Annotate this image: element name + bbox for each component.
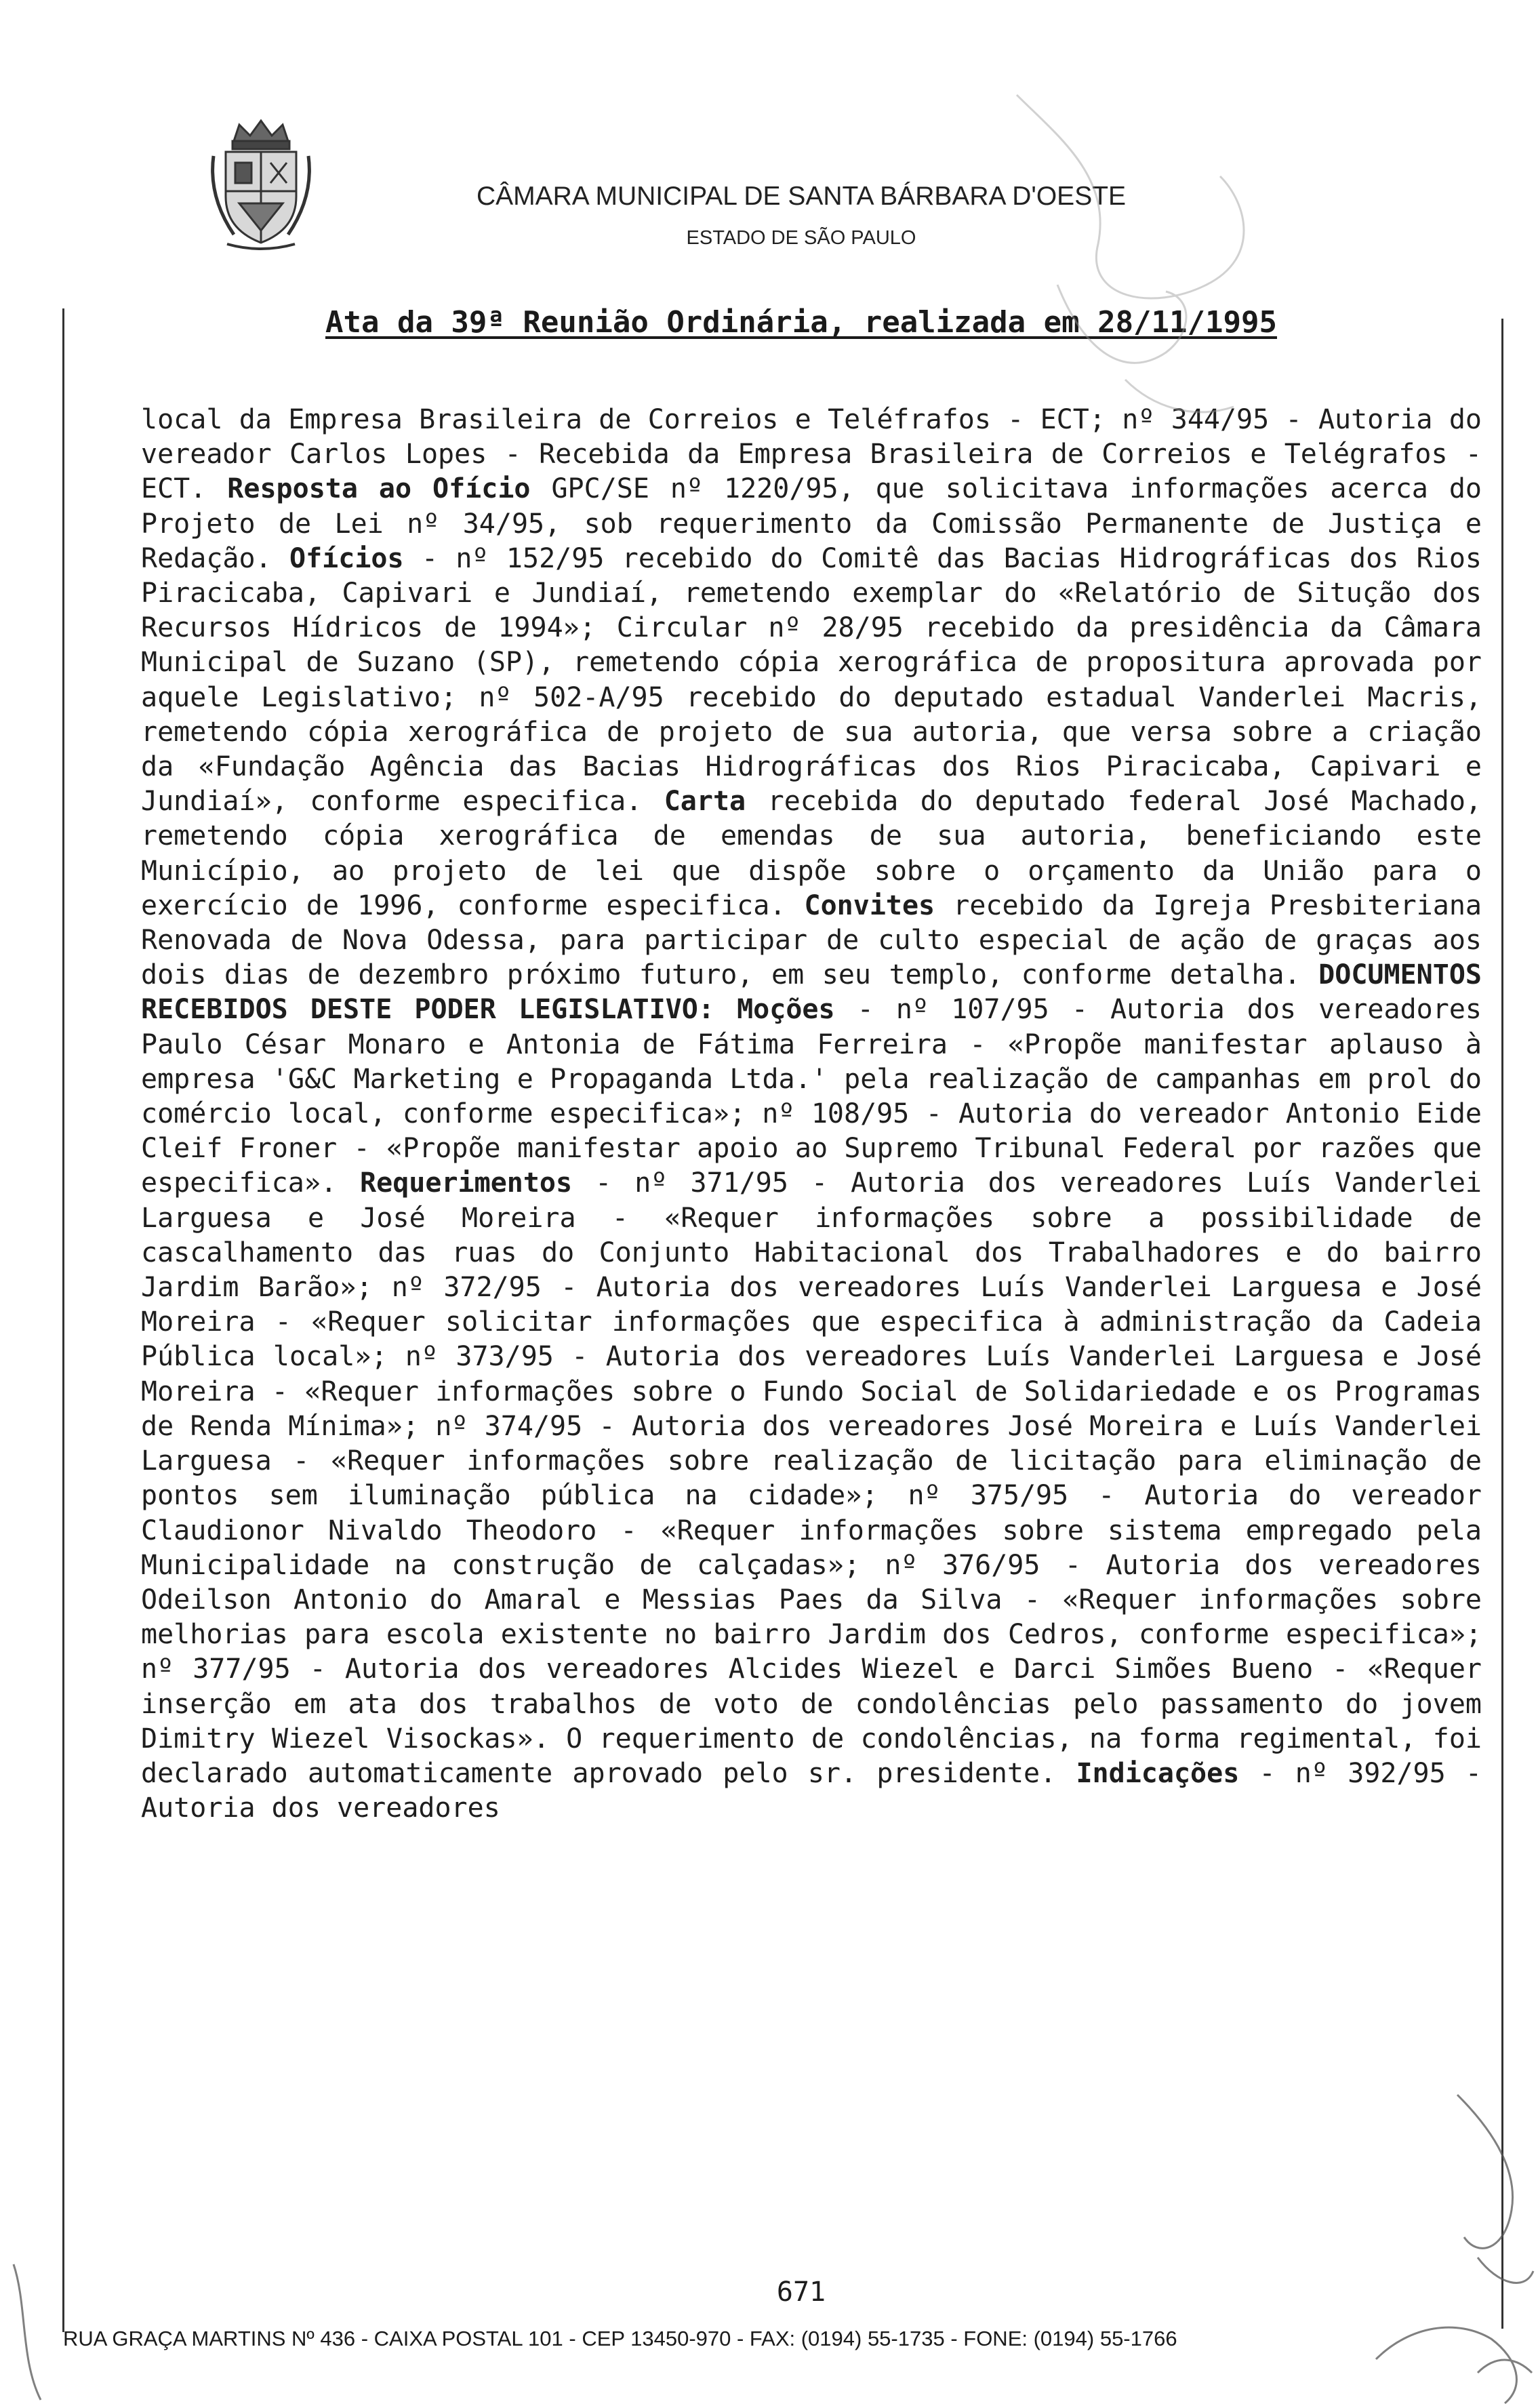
text-segment: GPC/SE nº 1220/95, que solicitava informações acerca do Projeto de Lei nº 34/95, sob requerimento da Comissão Permanente de Justiça e Redação. — [141, 473, 1482, 574]
heading-carta: Carta — [664, 786, 746, 818]
minutes-body-text — [141, 403, 1482, 1826]
text-segment: recebida do deputado federal José Machado, remetendo cópia xerográfica de emendas de sua autoria, beneficiando este Município, ao projeto de lei que dispõe sobre o orçamento da União para o exercício de 1996, conforme especifica. — [141, 786, 1482, 921]
text-segment: local da Empresa Brasileira de Correios e Teléfrafos - ECT; nº 344/95 - Autoria do vereador Carlos Lopes - Recebida da Empresa Brasileira de Correios e Telégrafos - ECT. — [141, 404, 1482, 505]
heading-indicacoes: Indicações — [1076, 1757, 1240, 1789]
heading-resposta-ao-oficio: Resposta ao Ofício — [227, 473, 531, 505]
heading-requerimentos: Requerimentos — [360, 1167, 573, 1199]
document-title: Ata da 39ª Reunião Ordinária, realizada em 28/11/1995 — [325, 305, 1277, 340]
text-segment: - nº 107/95 - Autoria dos vereadores Paulo César Monaro e Antonia de Fátima Ferreira - «Propõe manifestar aplauso à empresa 'G&C Marketing e Propaganda Ltda.' pela realização de campanhas em prol do comércio local, conforme especifica»; nº 108/95 - Autoria do vereador Antonio Eide Cleif Froner - «Propõe manifestar apoio ao Supremo Tribunal Federal por razões que especifica». — [141, 994, 1482, 1199]
institution-name: CÂMARA MUNICIPAL DE SANTA BÁRBARA D'OESTE — [476, 182, 1127, 211]
text-segment: - nº 371/95 - Autoria dos vereadores Luís Vanderlei Larguesa e José Moreira - «Requer informações sobre a possibilidade de cascalhamento das ruas do Conjunto Habitacional dos Trabalhadores e do bairro Jardim Barão»; nº 372/95 - Autoria dos vereadores Luís Vanderlei Larguesa e José Moreira - «Requer solicitar informações que especifica à administração da Cadeia Pública local»; nº 373/95 - Autoria dos vereadores Luís Vanderlei Larguesa e José Moreira - «Requer informações sobre o Fundo Social de Solidariedade e os Programas de Renda Mínima»; nº 374/95 - Autoria dos vereadores José Moreira e Luís Vanderlei Larguesa - «Requer informações sobre realização de licitação para eliminação de pontos sem iluminação pública na cidade»; nº 375/95 - Autoria do vereador Claudionor Nivaldo Theodoro - «Requer informações sobre sistema empregado pela Municipalidade na construção de calçadas»; nº 376/95 - Autoria dos vereadores Odeilson Antonio do Amaral e Messias Paes da Silva - «Requer informações sobre melhorias para escola existente no bairro Jardim dos Cedros, conforme especifica»; nº 377/95 - Autoria dos vereadores Alcides Wiezel e Darci Simões Bueno - «Requer inserção em ata dos trabalhos de voto de condolências pelo passamento do jovem Dimitry Wiezel Visockas». O requerimento de condolências, na forma regimental, foi declarado automaticamente aprovado pelo sr. presidente. — [141, 1167, 1482, 1789]
heading-oficios: Ofícios — [289, 542, 404, 574]
state-name: ESTADO DE SÃO PAULO — [686, 227, 916, 249]
text-segment: - nº 152/95 recebido do Comitê das Bacias Hidrográficas dos Rios Piracicaba, Capivari e Jundiaí, remetendo exemplar do «Relatório de Situção dos Recursos Hídricos de 1994»; Circular nº 28/95 recebido da presidência da Câmara Municipal de Suzano (SP), remetendo cópia xerográfica de propositura aprovada por aquele Legislativo; nº 502-A/95 recebido do deputado estadual Vanderlei Macris, remetendo cópia xerográfica de projeto de sua autoria, que versa sobre a criação da «Fundação Agência das Bacias Hidrográficas dos Rios Piracicaba, Capivari e Jundiaí», conforme especifica. — [141, 542, 1482, 818]
right-margin-rule — [1501, 319, 1503, 2329]
text-segment: recebido da Igreja Presbiteriana Renovada de Nova Odessa, para participar de culto especial de ação de graças aos dois dias de dezembro próximo futuro, em seu templo, conforme detalha. — [141, 889, 1482, 991]
footer-address: RUA GRAÇA MARTINS Nº 436 - CAIXA POSTAL 101 - CEP 13450-970 - FAX: (0194) 55-1735 - FONE: (0194) 55-1766 — [63, 2327, 1177, 2350]
text-segment: - nº 392/95 - Autoria dos vereadores — [141, 1757, 1482, 1824]
heading-documentos-recebidos-mocoes: DOCUMENTOS RECEBIDOS DESTE PODER LEGISLATIVO: Moções — [141, 959, 1482, 1026]
heading-convites: Convites — [804, 889, 935, 921]
left-margin-rule — [62, 308, 64, 2332]
page-number: 671 — [776, 2276, 826, 2308]
